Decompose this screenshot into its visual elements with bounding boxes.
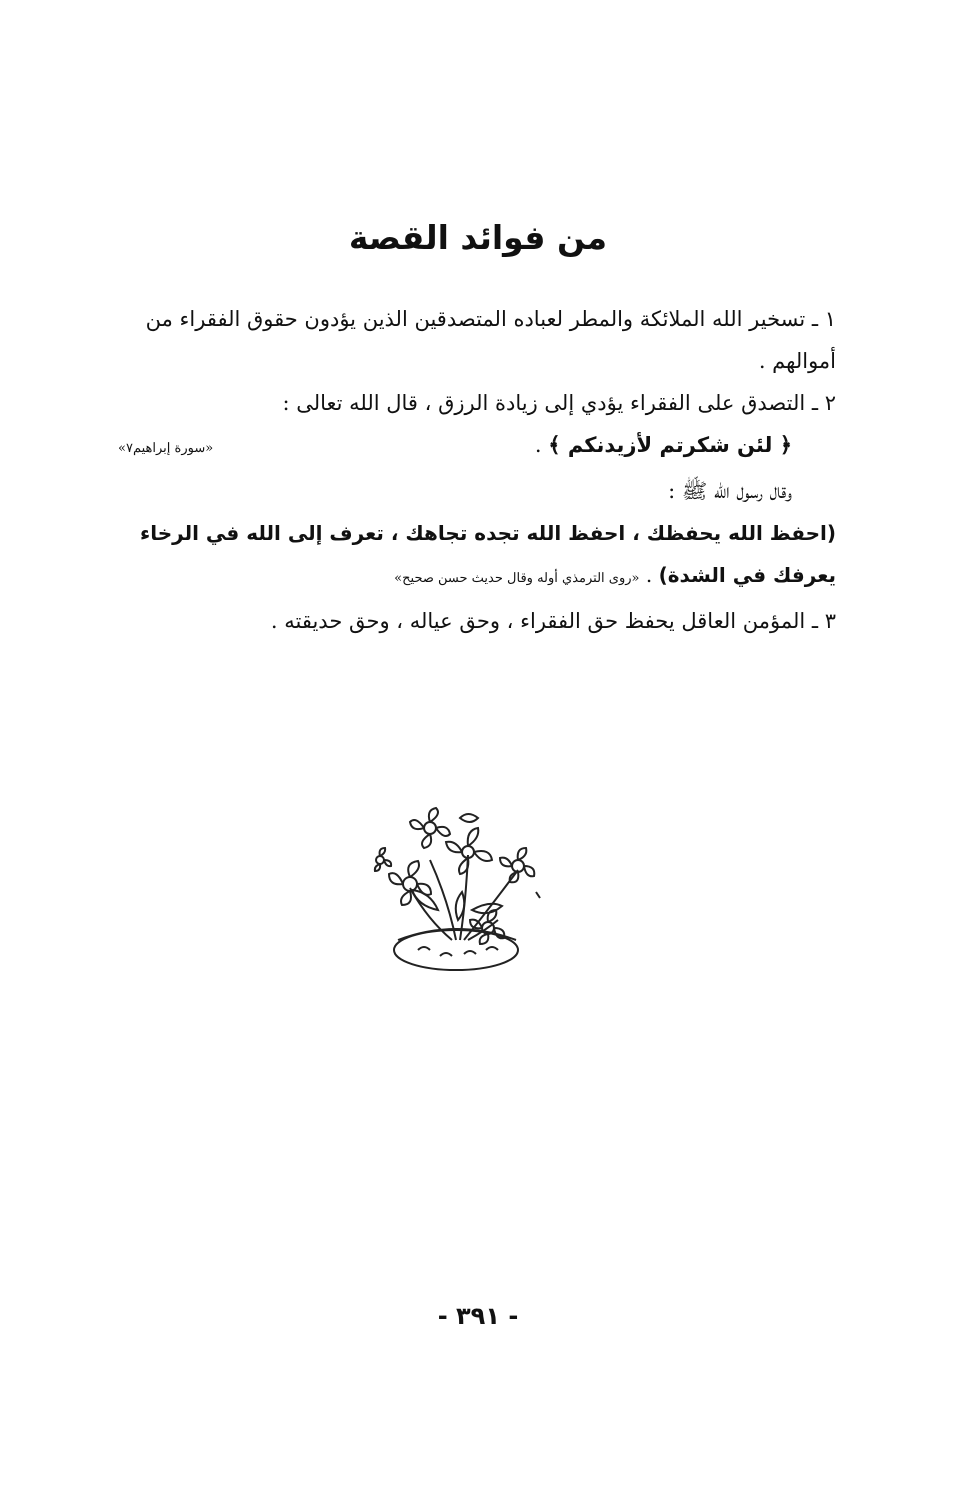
quran-verse-line — [535, 424, 792, 466]
point-3: ٣ ـ المؤمن العاقل يحفظ حق الفقراء ، وحق عياله ، وحق حديقته . — [270, 609, 836, 633]
quran-verse: ﴿ لئن شكرتم لأزيدنكم ﴾ — [548, 433, 792, 457]
quran-verse-end: . — [534, 433, 549, 457]
benefits-list — [118, 298, 836, 642]
page-title: من فوائد القصة — [348, 218, 608, 257]
hadith-text — [118, 512, 836, 600]
quran-verse-row — [118, 424, 836, 470]
hadith-end: . — [639, 563, 659, 587]
point-2-intro: ٢ ـ التصدق على الفقراء يؤدي إلى زيادة الرزق ، قال الله تعالى : — [282, 391, 836, 415]
flower-pot-icon — [368, 800, 548, 975]
hadith-reference: «روى الترمذي أوله وقال حديث حسن صحيح» — [394, 571, 640, 586]
point-1: ١ ـ تسخير الله الملائكة والمطر لعباده المتصدقين الذين يؤدون حقوق الفقراء من أموالهم . — [145, 307, 836, 373]
page-number: - ٣٩١ - — [437, 1302, 519, 1330]
hadith-body: (احفظ الله يحفظك ، احفظ الله تجده تجاهك ، تعرف إلى الله في الرخاء يعرفك في الشدة) — [140, 521, 836, 587]
prophet-saying-intro: وقال رسول الله ﷺ : — [668, 479, 792, 503]
quran-verse-reference: «سورة إبراهيم٧» — [118, 441, 214, 456]
